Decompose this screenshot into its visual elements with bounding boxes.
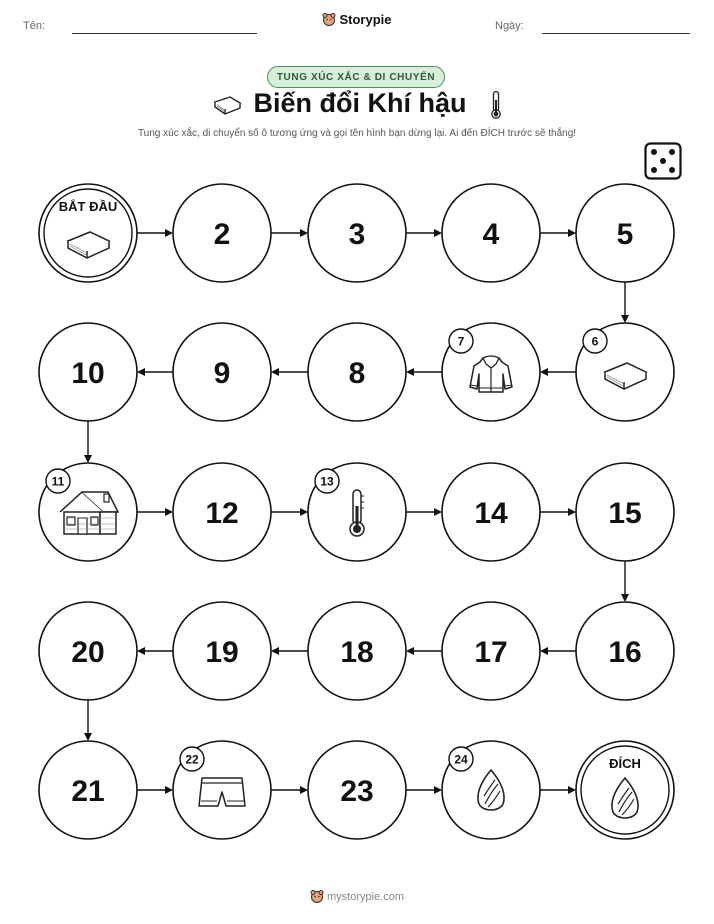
space-number: 21 bbox=[71, 775, 105, 808]
space-number: 19 bbox=[205, 636, 239, 669]
space-number: 12 bbox=[205, 497, 239, 530]
board-space-12 bbox=[173, 463, 271, 561]
space-number: 17 bbox=[474, 636, 508, 669]
space-number: 20 bbox=[71, 636, 105, 669]
space-number: 10 bbox=[71, 357, 105, 390]
space-number: 2 bbox=[213, 218, 231, 251]
board-space-11 bbox=[39, 463, 137, 561]
space-number: 3 bbox=[348, 218, 366, 251]
space-number: 15 bbox=[608, 497, 642, 530]
path-arrow bbox=[271, 368, 308, 376]
board-space-2 bbox=[173, 184, 271, 282]
instructions: Tung xúc xắc, di chuyển số ô tương ứng và gọi tên hình bạn dừng lại. Ai đến ĐÍCH trước sẽ thắng! bbox=[137, 128, 577, 139]
footer-url: mystorypie.com bbox=[326, 891, 405, 903]
space-number-badge: 22 bbox=[185, 752, 199, 767]
board-space-21 bbox=[39, 741, 137, 839]
board-space-23 bbox=[308, 741, 406, 839]
board-space-8 bbox=[308, 323, 406, 421]
space-number: 4 bbox=[482, 218, 500, 251]
board-space-15 bbox=[576, 463, 674, 561]
path-arrow bbox=[406, 508, 442, 516]
path-arrow bbox=[84, 700, 92, 741]
path-arrow bbox=[540, 229, 576, 237]
path-arrow bbox=[137, 647, 173, 655]
path-arrow bbox=[621, 561, 629, 602]
board-space-7 bbox=[442, 323, 540, 421]
space-number: 14 bbox=[474, 497, 508, 530]
path-arrow bbox=[540, 508, 576, 516]
board-space-18 bbox=[308, 602, 406, 700]
path-arrow bbox=[271, 229, 308, 237]
path-arrow bbox=[540, 786, 576, 794]
board-space-3 bbox=[308, 184, 406, 282]
path-arrow bbox=[271, 786, 308, 794]
date-label: Ngày: bbox=[495, 20, 524, 32]
space-number: 16 bbox=[608, 636, 642, 669]
board-space-19 bbox=[173, 602, 271, 700]
board-space-13 bbox=[308, 463, 406, 561]
board-space-20 bbox=[39, 602, 137, 700]
space-number-badge: 7 bbox=[457, 334, 465, 349]
space-number: 8 bbox=[348, 357, 366, 390]
space-number-badge: 6 bbox=[591, 334, 599, 349]
bear-icon bbox=[310, 889, 324, 903]
board-space-1 bbox=[39, 184, 137, 282]
board-space-5 bbox=[576, 184, 674, 282]
path-arrow bbox=[271, 508, 308, 516]
path-arrow bbox=[137, 368, 173, 376]
path-arrow bbox=[406, 647, 442, 655]
board-space-4 bbox=[442, 184, 540, 282]
path-arrow bbox=[271, 647, 308, 655]
path-arrow bbox=[540, 647, 576, 655]
space-number-badge: 11 bbox=[51, 474, 65, 489]
path-arrow bbox=[406, 786, 442, 794]
game-type-badge: TUNG XÚC XẮC & DI CHUYỂN bbox=[267, 66, 445, 88]
board-space-10 bbox=[39, 323, 137, 421]
path-arrow bbox=[137, 508, 173, 516]
footer bbox=[0, 889, 714, 903]
space-label: ĐÍCH bbox=[609, 756, 641, 771]
path-arrow bbox=[540, 368, 576, 376]
space-number: 9 bbox=[213, 357, 231, 390]
space-number: 18 bbox=[340, 636, 374, 669]
path-arrow bbox=[406, 229, 442, 237]
path-arrow bbox=[84, 421, 92, 463]
board-space-17 bbox=[442, 602, 540, 700]
space-number: 5 bbox=[616, 218, 634, 251]
title-text: Biến đổi Khí hậu bbox=[253, 88, 467, 118]
board-space-6 bbox=[576, 323, 674, 421]
space-number: 23 bbox=[340, 775, 374, 808]
space-label: BẮT ĐẦU bbox=[58, 199, 118, 214]
space-number-badge: 13 bbox=[320, 474, 334, 489]
board-space-24 bbox=[442, 741, 540, 839]
path-arrow bbox=[137, 786, 173, 794]
brand-name: Storypie bbox=[339, 12, 392, 27]
board-space-16 bbox=[576, 602, 674, 700]
board-space-9 bbox=[173, 323, 271, 421]
name-label: Tên: bbox=[23, 20, 46, 32]
space-number-badge: 24 bbox=[454, 752, 468, 767]
board-space-22 bbox=[173, 741, 271, 839]
path-arrow bbox=[406, 368, 442, 376]
board-space-25 bbox=[576, 741, 674, 839]
board-space-14 bbox=[442, 463, 540, 561]
path-arrow bbox=[621, 282, 629, 323]
path-arrow bbox=[137, 229, 173, 237]
